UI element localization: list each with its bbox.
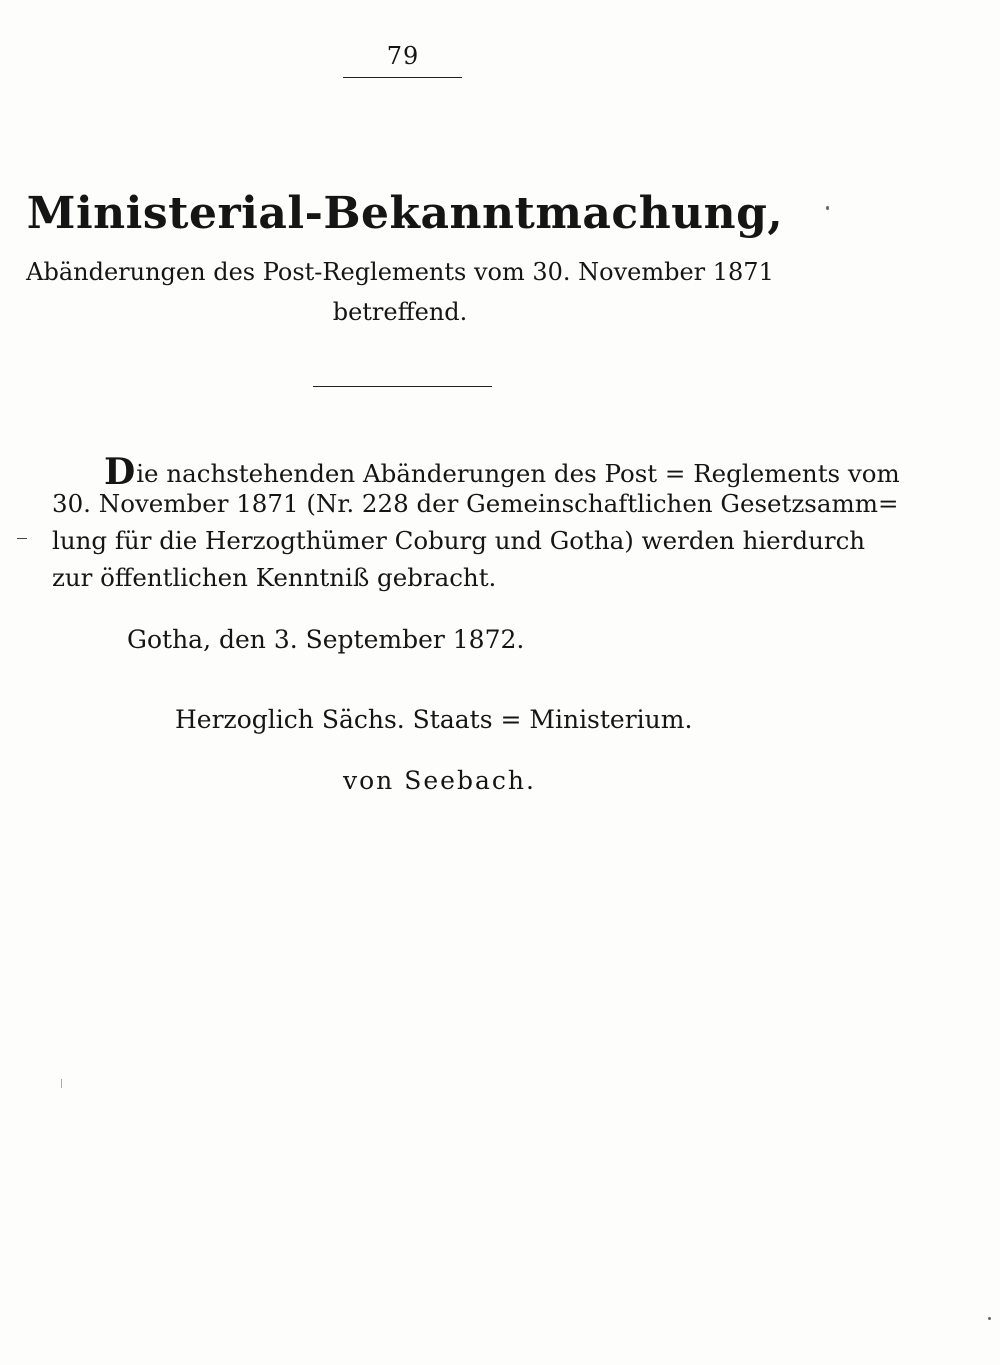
- body-dropcap: D: [104, 451, 136, 493]
- paper-speck: [826, 206, 829, 210]
- body-line-3: lung für die Herzogthümer Coburg und Gotha) werden hierdurch: [52, 526, 866, 555]
- body-line-1: [104, 451, 900, 493]
- issuing-ministry: Herzoglich Sächs. Staats = Ministerium.: [175, 705, 693, 734]
- body-line-4: zur öffentlichen Kenntniß gebracht.: [52, 563, 497, 592]
- section-divider: [313, 386, 492, 387]
- margin-mark: [17, 538, 27, 539]
- signatory: von Seebach.: [343, 766, 536, 795]
- body-line-2: 30. November 1871 (Nr. 228 der Gemeinschaftlichen Gesetzsamm=: [52, 489, 899, 518]
- page-number-rule: [343, 77, 462, 78]
- document-title: Ministerial-Bekanntmachung,: [26, 188, 784, 239]
- paper-speck: [61, 1079, 62, 1088]
- paper-speck: [988, 1317, 991, 1320]
- body-line-1-text: ie nachstehenden Abänderungen des Post = Reglements vom: [136, 459, 900, 488]
- document-subtitle-line1: Abänderungen des Post-Reglements vom 30. November 1871: [26, 258, 774, 286]
- document-subtitle-line2: betreffend.: [332, 298, 468, 326]
- dateline: Gotha, den 3. September 1872.: [127, 625, 525, 654]
- page-number: 79: [386, 42, 420, 70]
